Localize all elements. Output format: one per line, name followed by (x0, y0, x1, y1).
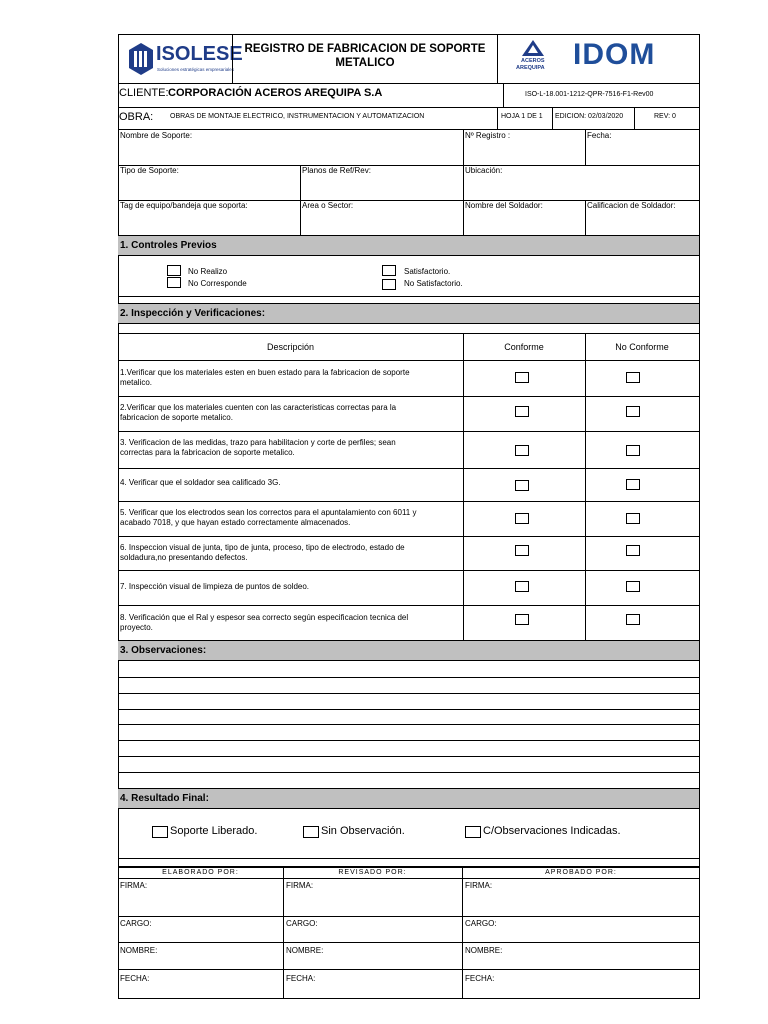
no-realizo-label: No Realizo (188, 267, 228, 276)
aprobado-cargo[interactable]: CARGO: (465, 919, 497, 928)
aceros-logo-text-1: ACEROS (521, 58, 545, 64)
section-2-header (118, 303, 699, 324)
con-observaciones-checkbox[interactable] (465, 826, 481, 838)
elaborado-header: ELABORADO POR: (162, 869, 239, 876)
header-divider (118, 83, 700, 84)
item-6-desc: 6. Inspeccion visual de junta, tipo de junta, proceso, tipo de electrodo, estado de soldadura,no presentando defectos. (120, 543, 405, 562)
sin-observacion-label: Sin Observación. (321, 825, 405, 837)
fecha-field[interactable]: Fecha: (587, 131, 612, 140)
aprobado-header: APROBADO POR: (545, 869, 617, 876)
cliente-value: CORPORACIÓN ACEROS AREQUIPA S.A (168, 87, 383, 99)
tipo-soporte-field[interactable]: Tipo de Soporte: (120, 166, 179, 175)
elaborado-nombre[interactable]: NOMBRE: (120, 946, 158, 955)
cliente-label: CLIENTE: (119, 87, 169, 99)
item-8-no-conforme-checkbox[interactable] (626, 614, 640, 625)
page-title-line2: METALICO (335, 57, 395, 69)
rev-info: REV: 0 (654, 113, 676, 120)
planos-field[interactable]: Planos de Ref/Rev: (302, 166, 371, 175)
item-2-conforme-checkbox[interactable] (515, 406, 529, 417)
no-realizo-checkbox[interactable] (167, 265, 181, 276)
revisado-firma[interactable]: FIRMA: (286, 881, 314, 890)
obra-value: OBRAS DE MONTAJE ELECTRICO, INSTRUMENTACION Y AUTOMATIZACION (170, 113, 425, 120)
title-cell (232, 34, 498, 83)
obra-label: OBRA: (119, 111, 154, 123)
item-8-conforme-checkbox[interactable] (515, 614, 529, 625)
item-6-conforme-checkbox[interactable] (515, 545, 529, 556)
header-row (118, 34, 700, 83)
calificacion-soldador-field[interactable]: Calificacion de Soldador: (587, 201, 676, 210)
revisado-nombre[interactable]: NOMBRE: (286, 946, 324, 955)
item-4-conforme-checkbox[interactable] (515, 480, 529, 491)
isolese-logo-text: ISOLESE (156, 43, 243, 65)
elaborado-firma[interactable]: FIRMA: (120, 881, 148, 890)
tag-equipo-field[interactable]: Tag de equipo/bandeja que soporta: (120, 201, 248, 210)
item-4-desc: 4. Verificar que el soldador sea calificado 3G. (120, 478, 281, 487)
item-2-no-conforme-checkbox[interactable] (626, 406, 640, 417)
section-2-title: 2. Inspección y Verificaciones: (120, 308, 266, 319)
page-title-line1: REGISTRO DE FABRICACION DE SOPORTE (244, 43, 486, 55)
item-7-no-conforme-checkbox[interactable] (626, 581, 640, 592)
item-6-no-conforme-checkbox[interactable] (626, 545, 640, 556)
item-1-no-conforme-checkbox[interactable] (626, 372, 640, 383)
aceros-arequipa-icon (522, 40, 544, 56)
section-4-title: 4. Resultado Final: (120, 793, 209, 804)
item-5-conforme-checkbox[interactable] (515, 513, 529, 524)
n-registro-field[interactable]: Nº Registro : (465, 131, 511, 140)
con-observaciones-label: C/Observaciones Indicadas. (483, 825, 621, 837)
col-conforme: Conforme (504, 342, 544, 352)
item-1-desc: 1.Verificar que los materiales esten en buen estado para la fabricacion de soporte metalico. (120, 368, 410, 387)
edicion-info: EDICION: 02/03/2020 (555, 113, 624, 120)
aprobado-fecha[interactable]: FECHA: (465, 974, 495, 983)
elaborado-cargo[interactable]: CARGO: (120, 919, 152, 928)
no-corresponde-label: No Corresponde (188, 279, 247, 288)
section-4-header (118, 788, 699, 809)
idom-logo: IDOM (573, 38, 656, 71)
soporte-liberado-label: Soporte Liberado. (170, 825, 258, 837)
item-4-no-conforme-checkbox[interactable] (626, 479, 640, 490)
item-5-desc: 5. Verificar que los electrodos sean los correctos para el apuntalamiento con 6011 y acabado 7018, y que hayan estado correctamente almacenados. (120, 508, 417, 527)
no-satisfactorio-label: No Satisfactorio. (404, 279, 463, 288)
item-8-desc: 8. Verificación que el Ral y espesor sea correcto según especificacion tecnica del proyecto. (120, 613, 409, 632)
revisado-cargo[interactable]: CARGO: (286, 919, 318, 928)
col-no-conforme: No Conforme (615, 342, 669, 352)
item-3-conforme-checkbox[interactable] (515, 445, 529, 456)
sin-observacion-checkbox[interactable] (303, 826, 319, 838)
satisfactorio-checkbox[interactable] (382, 265, 396, 276)
section-1-header (118, 235, 699, 256)
soporte-liberado-checkbox[interactable] (152, 826, 168, 838)
item-3-no-conforme-checkbox[interactable] (626, 445, 640, 456)
aceros-logo-text-2: AREQUIPA (516, 65, 545, 71)
item-3-desc: 3. Verificacion de las medidas, trazo para habilitacion y corte de perfiles; sean correctas para la fabricacion de soporte metalico. (120, 438, 396, 457)
area-sector-field[interactable]: Area o Sector: (302, 201, 354, 210)
item-1-conforme-checkbox[interactable] (515, 372, 529, 383)
revisado-fecha[interactable]: FECHA: (286, 974, 316, 983)
nombre-soporte-field[interactable]: Nombre de Soporte: (120, 131, 193, 140)
isolese-hexagon-icon (128, 42, 154, 76)
item-7-conforme-checkbox[interactable] (515, 581, 529, 592)
isolese-logo-subtext: Soluciones estratégicas empresariales (157, 67, 235, 72)
section-1-title: 1. Controles Previos (120, 240, 217, 251)
elaborado-fecha[interactable]: FECHA: (120, 974, 150, 983)
section-3-title: 3. Observaciones: (120, 645, 207, 656)
nombre-soldador-field[interactable]: Nombre del Soldador: (465, 201, 543, 210)
no-corresponde-checkbox[interactable] (167, 277, 181, 288)
isolese-logo (128, 40, 243, 78)
col-descripcion: Descripción (266, 342, 315, 352)
ubicacion-field[interactable]: Ubicación: (465, 166, 503, 175)
doc-code: ISO-L-18.001-1212-QPR-7516-F1-Rev00 (525, 91, 654, 98)
item-7-desc: 7. Inspección visual de limpieza de puntos de soldeo. (120, 582, 310, 591)
aprobado-firma[interactable]: FIRMA: (465, 881, 493, 890)
aceros-arequipa-logo (513, 40, 553, 76)
section-3-header (118, 640, 699, 661)
item-2-desc: 2.Verificar que los materiales cuenten con las caracteristicas correctas para la fabricacion de soporte metalico. (120, 403, 397, 422)
revisado-header: REVISADO POR: (338, 869, 407, 876)
satisfactorio-label: Satisfactorio. (404, 267, 451, 276)
item-5-no-conforme-checkbox[interactable] (626, 513, 640, 524)
aprobado-nombre[interactable]: NOMBRE: (465, 946, 503, 955)
hoja-info: HOJA 1 DE 1 (501, 113, 543, 120)
no-satisfactorio-checkbox[interactable] (382, 279, 396, 290)
